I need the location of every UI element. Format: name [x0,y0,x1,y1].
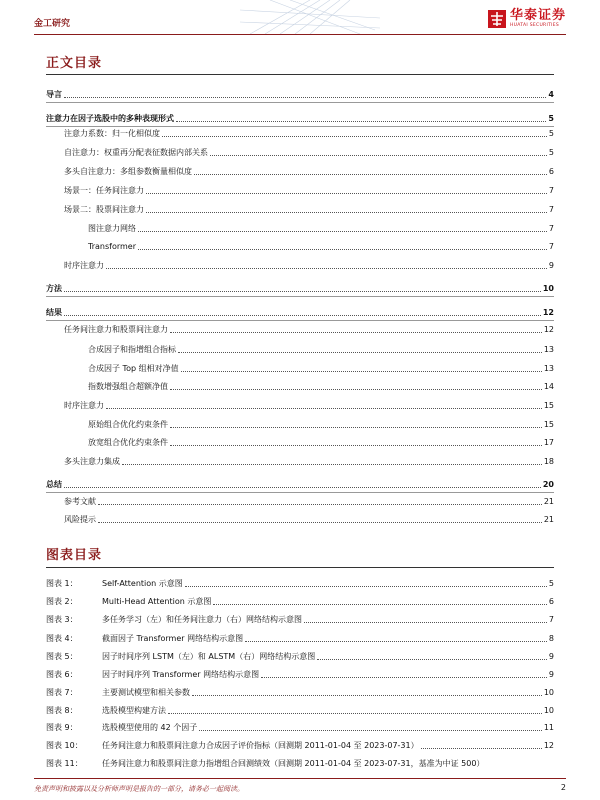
toc-leader-dots [162,135,547,137]
toc-entry[interactable] [88,341,554,355]
toc-entry-page: 7 [548,242,554,251]
toc-leader-dots [64,486,541,488]
header-decoration [240,0,380,34]
toc-entry-page: 12 [542,308,554,317]
toc-entry-page: 7 [548,205,554,214]
toc-chapter-rule [46,102,554,103]
figure-entry-number: 图表 3： [46,615,78,624]
toc-entry-page: 14 [543,382,554,391]
toc-entry[interactable] [64,453,554,467]
figure-entry-number: 图表 7： [46,688,78,697]
toc-entry-page: 5 [548,148,554,157]
toc-leader-dots [194,173,547,175]
figures-title: 图表目录 [46,548,103,563]
toc-entry[interactable] [64,182,554,196]
figure-leader-dots [168,712,542,714]
toc-entry[interactable] [46,110,554,124]
toc-entry-label: 参考文献 [64,497,96,506]
toc-leader-dots [98,521,542,523]
toc-leader-dots [170,444,542,446]
toc-entry-page: 15 [543,401,554,410]
footer-disclaimer: 免责声明和披露以及分析师声明是报告的一部分，请务必一起阅读。 [34,785,244,793]
toc-entry-page: 5 [548,129,554,138]
figure-entry-label: 任务间注意力和股票间注意力合成因子评价指标（回测期 2011-01-04 至 2023-07-31） [102,741,419,750]
figure-entry-page: 9 [548,652,554,661]
toc-entry-page: 10 [542,284,554,293]
toc-entry-page: 17 [543,438,554,447]
brand-logo [488,9,566,29]
toc-entry-page: 13 [543,364,554,373]
figure-entry-page: 8 [548,634,554,643]
figure-entry[interactable] [46,737,554,751]
toc-entry-page: 5 [548,114,554,123]
figure-entry-label: 因子时间序列 LSTM（左）和 ALSTM（右）网络结构示意图 [102,652,316,661]
toc-entry-label: 任务间注意力和股票间注意力 [64,325,168,334]
toc-entry-label: 时序注意力 [64,261,104,270]
toc-entry-label: 注意力系数：归一化相似度 [64,129,160,138]
toc-entry-label: 结果 [46,308,62,317]
toc-entry-label: 导言 [46,90,62,99]
toc-entry-label: 场景二：股票间注意力 [64,205,144,214]
toc-entry-label: 合成因子和指增组合指标 [88,345,176,354]
figure-leader-dots [213,603,547,605]
brand-name-cn: 华泰证券 [509,8,566,23]
toc-entry[interactable] [88,238,554,252]
toc-entry[interactable] [88,416,554,430]
figure-entry-page: 12 [543,741,554,750]
toc-entry[interactable] [88,220,554,234]
figure-entry-page: 11 [543,723,554,732]
toc-entry[interactable] [64,511,554,525]
toc-entry-label: 原始组合优化约束条件 [88,420,168,429]
figure-entry[interactable] [46,648,554,662]
figure-entry-page: 7 [548,615,554,624]
figure-leader-dots [199,729,542,731]
toc-leader-dots [138,230,547,232]
figure-entry[interactable] [46,666,554,680]
figure-entry-label: 多任务学习（左）和任务间注意力（右）网络结构示意图 [102,615,302,624]
brand-name-en: HUATAI SECURITIES [509,23,560,28]
figure-entry[interactable] [46,593,554,607]
figure-entry[interactable] [46,684,554,698]
toc-entry-page: 13 [543,345,554,354]
header-divider [34,34,566,35]
figure-entry-page: 10 [543,688,554,697]
figure-entry-number: 图表 8： [46,706,78,715]
figure-leader-dots [261,676,547,678]
toc-entry-label: Transformer [88,242,137,251]
toc-leader-dots [170,388,542,390]
toc-entry[interactable] [64,493,554,507]
toc-leader-dots [146,192,547,194]
figure-entry[interactable] [46,702,554,716]
figure-entry-label: Self-Attention 示意图 [102,579,183,588]
toc-entry-label: 总结 [46,480,62,489]
figure-entry-label: Multi-Head Attention 示意图 [102,597,212,606]
figure-entry-number: 图表 9： [46,723,78,732]
toc-leader-dots [146,211,547,213]
toc-entry-page: 7 [548,224,554,233]
figure-entry-label: 任务间注意力和股票间注意力指增组合回测绩效（回测期 2011-01-04 至 2023-07-31，基准为中证 500） [102,759,485,768]
figure-entry[interactable] [46,575,554,589]
toc-entry[interactable] [64,201,554,215]
toc-entry-label: 时序注意力 [64,401,104,410]
figure-entry-page: 10 [543,706,554,715]
figures-title-rule [46,567,554,568]
toc-leader-dots [64,290,541,292]
toc-leader-dots [170,426,542,428]
toc-title: 正文目录 [46,56,103,71]
figure-entry-page: 6 [548,597,554,606]
toc-entry[interactable] [46,304,554,318]
toc-entry-label: 方法 [46,284,62,293]
toc-entry-page: 18 [543,457,554,466]
figure-entry-label: 截面因子 Transformer 网络结构示意图 [102,634,244,643]
toc-entry[interactable] [64,163,554,177]
toc-entry-label: 指数增强组合超额净值 [88,382,168,391]
figure-entry-page: 5 [548,579,554,588]
figure-leader-dots [245,640,547,642]
figure-leader-dots [192,694,542,696]
figure-entry[interactable] [46,719,554,733]
toc-entry[interactable] [46,280,554,294]
toc-entry[interactable] [64,144,554,158]
toc-entry-label: 风险提示 [64,515,96,524]
toc-leader-dots [64,96,546,98]
toc-entry-page: 12 [543,325,554,334]
toc-entry-label: 图注意力网络 [88,224,136,233]
header-section-label: 金工研究 [34,19,71,29]
figure-entry-label: 选股模型构建方法 [102,706,166,715]
toc-leader-dots [178,351,542,353]
figure-leader-dots [185,585,547,587]
toc-leader-dots [170,331,542,333]
toc-leader-dots [138,248,547,250]
toc-entry[interactable] [64,397,554,411]
toc-entry-label: 注意力在因子选股中的多种表现形式 [46,114,174,123]
toc-leader-dots [122,463,542,465]
toc-entry-page: 7 [548,186,554,195]
toc-entry[interactable] [88,434,554,448]
toc-entry-page: 4 [548,90,554,99]
footer-divider [34,778,566,779]
toc-leader-dots [98,503,542,505]
toc-entry-label: 多头注意力集成 [64,457,120,466]
toc-entry[interactable] [46,476,554,490]
figure-entry-number: 图表 6： [46,670,78,679]
toc-entry-page: 21 [543,515,554,524]
toc-leader-dots [106,267,547,269]
toc-title-rule [46,74,554,75]
toc-entry-page: 15 [543,420,554,429]
toc-leader-dots [210,154,547,156]
toc-entry[interactable] [88,360,554,374]
figure-entry-number: 图表 5： [46,652,78,661]
toc-entry-label: 场景一：任务间注意力 [64,186,144,195]
toc-entry-label: 自注意力：权重再分配表征数据内部关系 [64,148,208,157]
figure-entry[interactable] [46,755,554,769]
figure-entry-number: 图表 11： [46,759,83,768]
toc-entry[interactable] [46,86,554,100]
toc-entry[interactable] [88,378,554,392]
toc-entry-label: 放宽组合优化约束条件 [88,438,168,447]
toc-entry[interactable] [64,257,554,271]
figure-entry-label: 主要测试模型和相关参数 [102,688,190,697]
figure-entry[interactable] [46,630,554,644]
figure-entry-label: 选股模型使用的 42 个因子 [102,723,198,732]
figure-entry-number: 图表 10： [46,741,83,750]
toc-chapter-rule [46,296,554,297]
toc-leader-dots [181,370,542,372]
brand-mark-icon [488,10,506,28]
toc-leader-dots [106,407,542,409]
figure-entry-label: 因子时间序列 Transformer 网络结构示意图 [102,670,260,679]
toc-leader-dots [176,120,546,122]
toc-entry-page: 9 [548,261,554,270]
figure-leader-dots [304,621,547,623]
figure-leader-dots [421,747,542,749]
figure-entry-number: 图表 4： [46,634,78,643]
figure-entry-number: 图表 1： [46,579,78,588]
toc-entry-label: 合成因子 Top 组相对净值 [88,364,179,373]
toc-entry-page: 6 [548,167,554,176]
figure-leader-dots [317,658,547,660]
toc-entry-label: 多头自注意力：多组参数衡量相似度 [64,167,192,176]
figure-entry[interactable] [46,611,554,625]
toc-entry-page: 21 [543,497,554,506]
toc-leader-dots [64,314,541,316]
toc-entry-page: 20 [542,480,554,489]
page-number: 2 [560,783,566,792]
toc-entry[interactable] [64,125,554,139]
figure-entry-page: 9 [548,670,554,679]
figure-entry-number: 图表 2： [46,597,78,606]
toc-entry[interactable] [64,321,554,335]
